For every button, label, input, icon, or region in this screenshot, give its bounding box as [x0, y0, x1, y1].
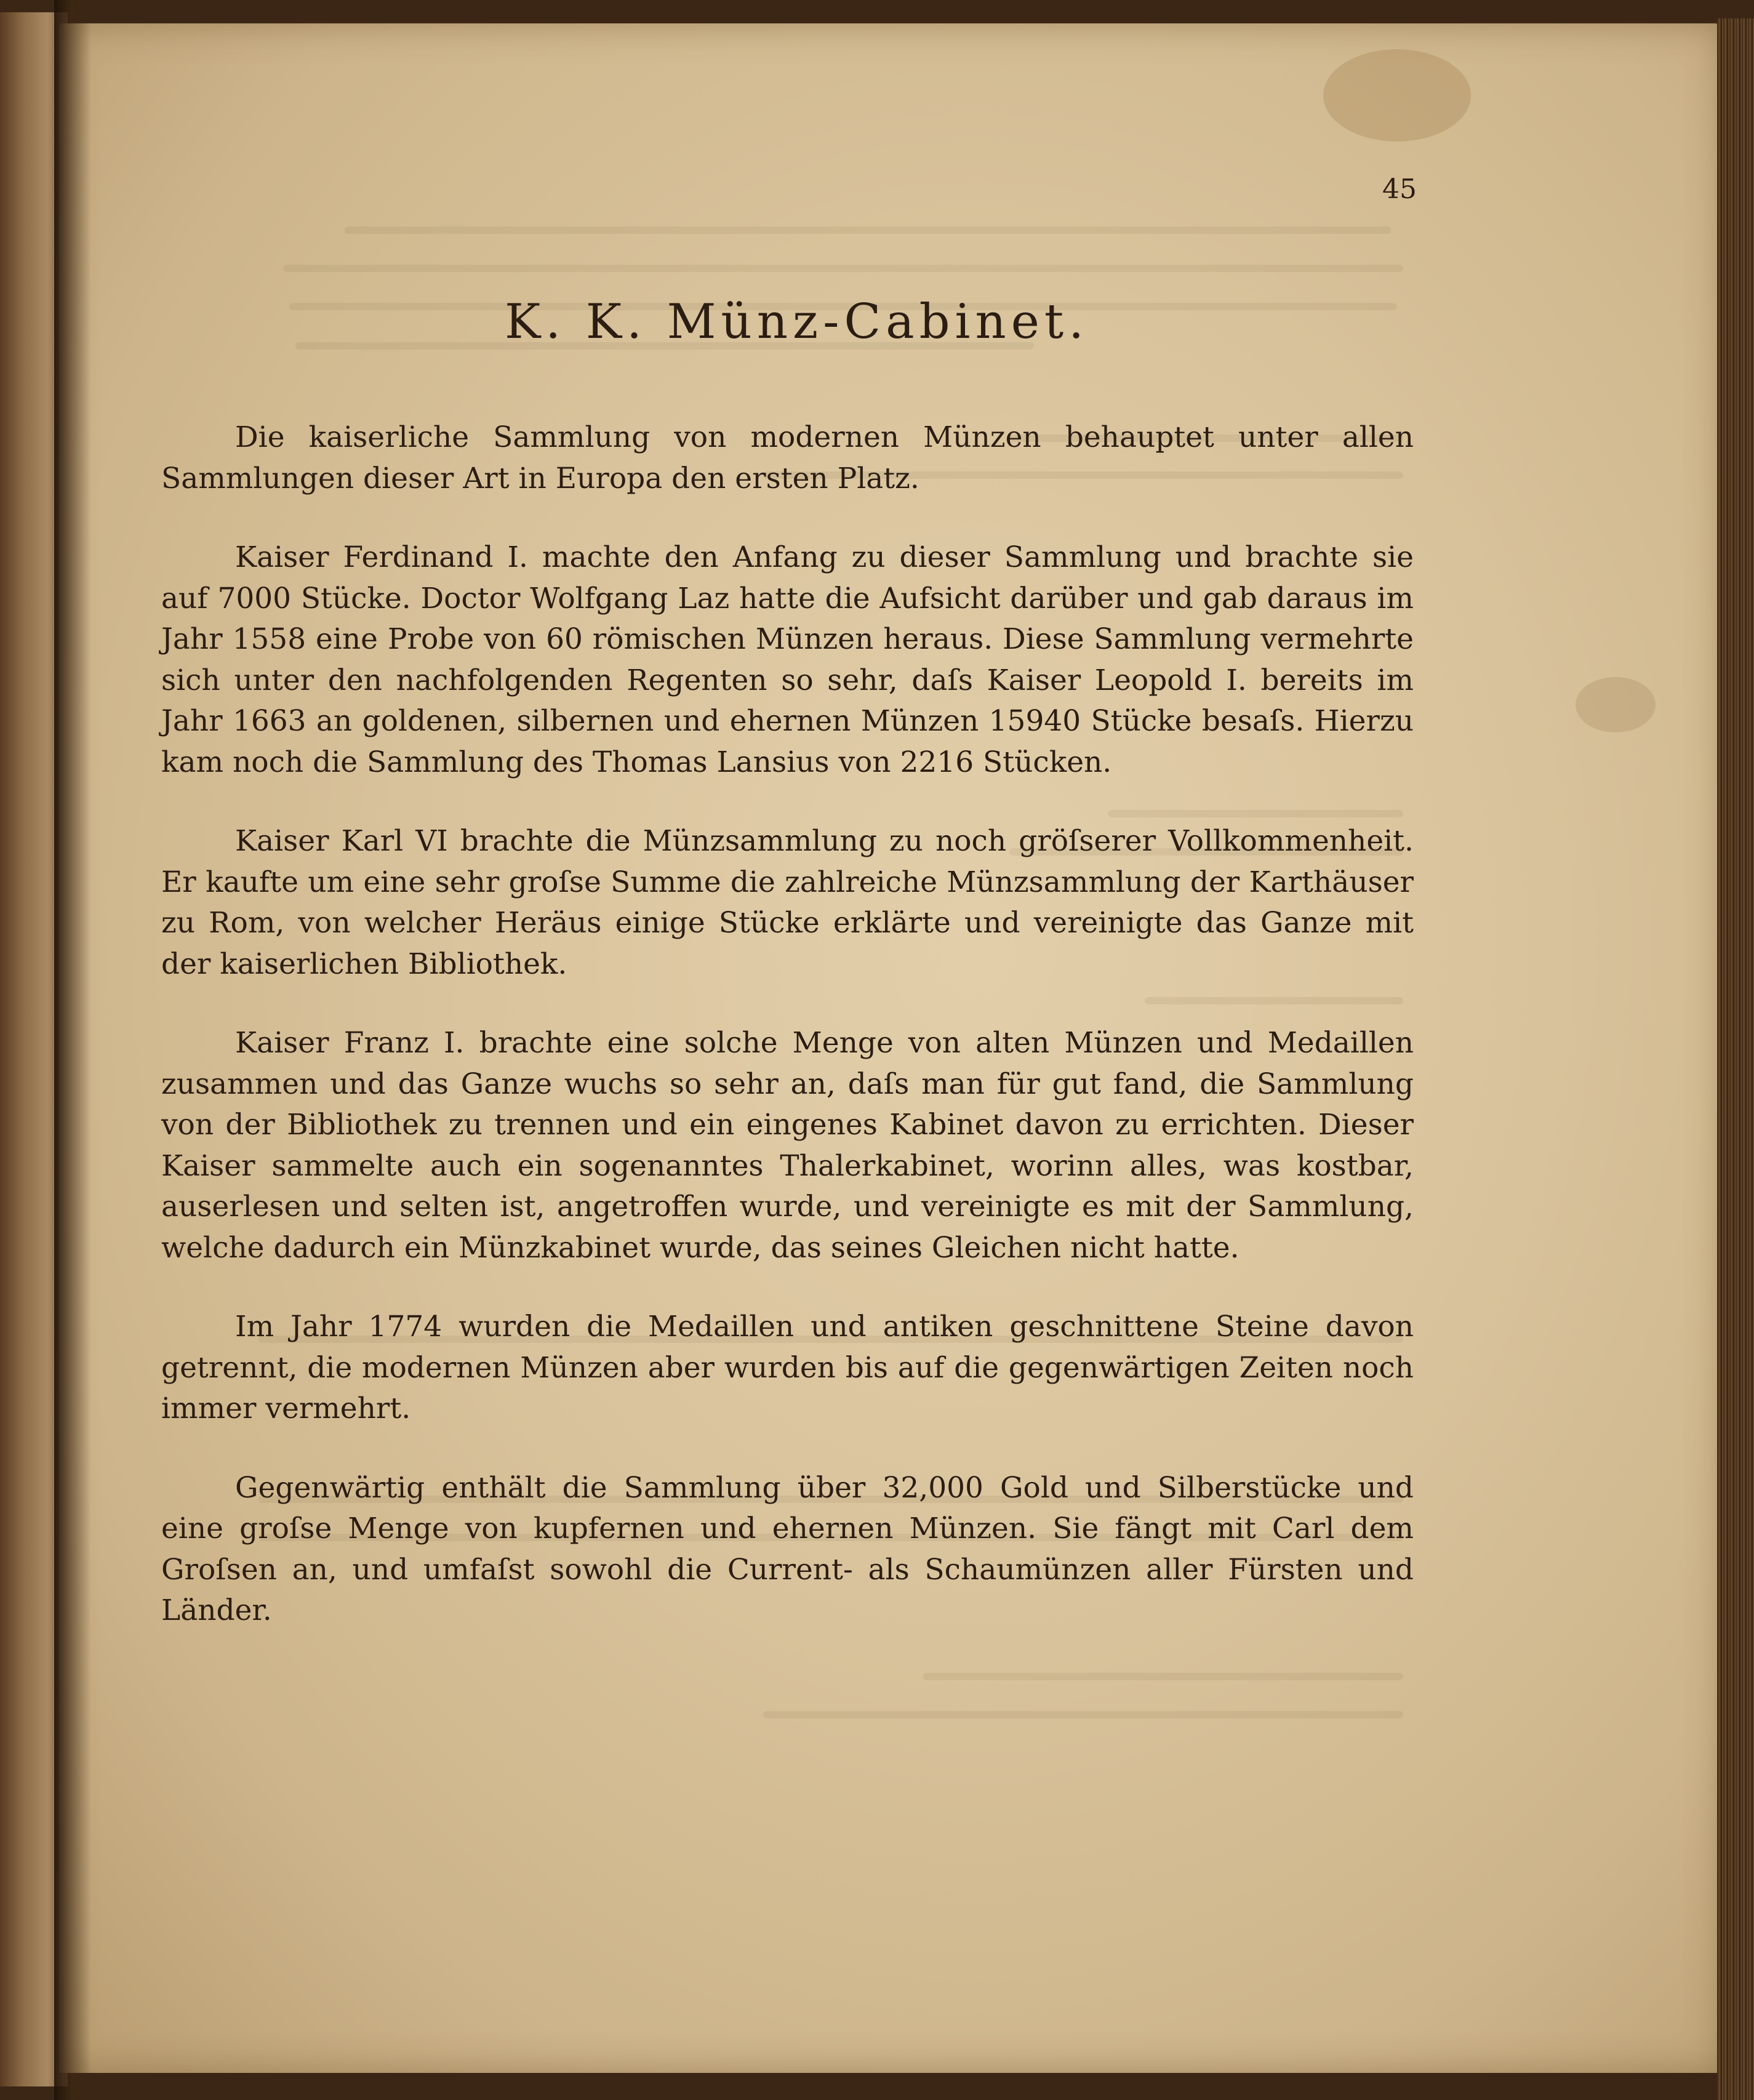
paragraph: Kaiser Karl VI brachte die Münzsammlung zu noch gröſserer Vollkommenheit. Er kaufte um eine sehr groſse Summe die zahlreiche Münzsammlung der Karthäuser zu Rom, von welcher Heräus einige Stücke erklärte und vereinigte das Ganze mit der kaiserlichen Bibliothek. — [161, 824, 1414, 981]
bleed-through — [923, 1673, 1403, 1680]
paragraph: Gegenwärtig enthält die Sammlung über 32,000 Gold und Silberstücke und eine groſse Menge von kupfernen und ehernen Münzen. Sie fängt mit Carl dem Groſsen an, und umfaſst sowohl die Current- als Schaumünzen aller Fürsten und Länder. — [161, 1470, 1414, 1627]
bleed-through — [763, 1711, 1403, 1718]
page-title: K. K. Münz-Cabinet. — [504, 294, 1089, 350]
paragraph: Kaiser Ferdinand I. machte den Anfang zu dieser Sammlung und brachte sie auf 7000 Stücke. Doctor Wolfgang Laz hatte die Aufsicht darüber und gab daraus im Jahr 1558 eine Probe von 60 römischen Münzen heraus. Diese Sammlung vermehrte sich unter den nachfolgenden Regenten so sehr, daſs Kaiser Leopold I. bereits im Jahr 1663 an goldenen, silbernen und ehernen Münzen 15940 Stücke besaſs. Hierzu kam noch die Sammlung des Thomas Lansius von 2216 Stücken. — [161, 540, 1414, 779]
paragraph: Im Jahr 1774 wurden die Medaillen und antiken geschnittene Steine davon getrennt, die modernen Münzen aber wurden bis auf die gegenwärtigen Zeiten noch immer vermehrt. — [161, 1310, 1414, 1425]
book-gutter-shadow — [54, 0, 91, 2100]
paper-stain — [1323, 49, 1471, 142]
paragraph: Die kaiserliche Sammlung von modernen Münzen behauptet unter allen Sammlungen dieser Art in Europa den ersten Platz. — [161, 420, 1414, 495]
book-fore-edge — [1717, 18, 1754, 2100]
paragraph: Kaiser Franz I. brachte eine solche Menge von alten Münzen und Medaillen zusammen und das Ganze wuchs so sehr an, daſs man für gut fand, die Sammlung von der Bibliothek zu trennen und ein eingenes Kabinet davon zu errichten. Dieser Kaiser sammelte auch ein sogenanntes Thalerkabinet, worinn alles, was kostbar, auserlesen und selten ist, angetroffen wurde, und vereinigte es mit der Sammlung, welche dadurch ein Münzkabinet wurde, das seines Gleichen nicht hatte. — [161, 1026, 1414, 1265]
page-text — [161, 160, 1414, 1670]
paper-stain — [1576, 677, 1656, 732]
page-number: 45 — [1382, 174, 1417, 205]
